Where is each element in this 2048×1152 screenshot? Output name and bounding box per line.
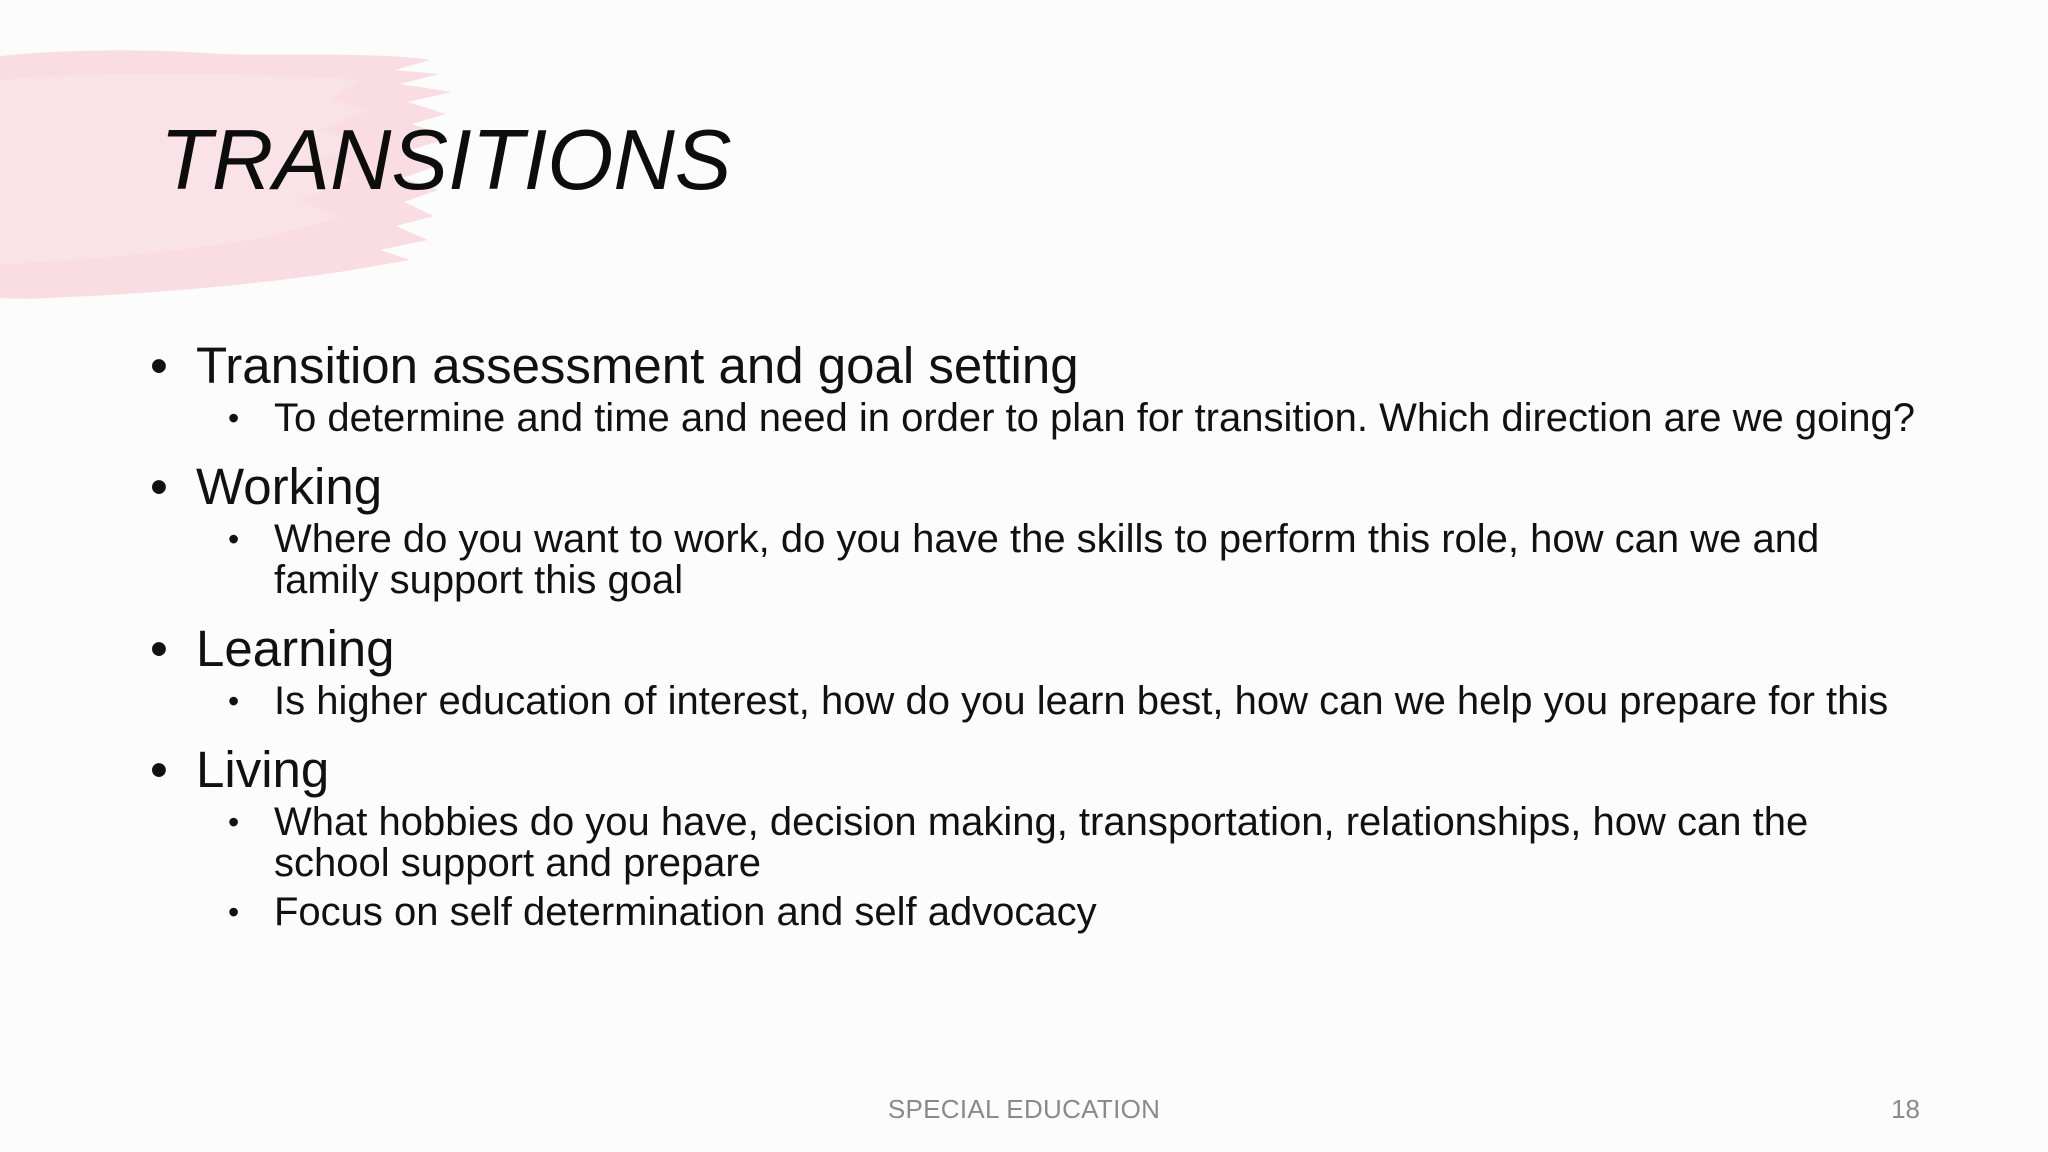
sub-bullet-item — [228, 398, 1920, 439]
slide-footer: SPECIAL EDUCATION — [887, 1094, 1161, 1124]
bullet-list — [150, 336, 1920, 933]
sub-bullet-text: Focus on self determination and self advocacy — [274, 890, 1097, 934]
sub-bullet-item — [228, 519, 1920, 601]
sub-bullet-text: What hobbies do you have, decision making, transportation, relationships, how can the school support and prepare — [274, 800, 1809, 885]
sub-bullet-list — [228, 681, 1920, 722]
bullet-dot-icon: • — [150, 458, 168, 515]
sub-bullet-item — [228, 802, 1920, 884]
bullet-dot-icon: • — [228, 521, 240, 557]
bullet-dot-icon: • — [150, 741, 168, 798]
bullet-list-container — [150, 336, 1920, 933]
bullet-dot-icon: • — [228, 804, 240, 840]
page-number: 18 — [1891, 1094, 1920, 1124]
sub-bullet-item — [228, 681, 1920, 722]
sub-bullet-list — [228, 398, 1920, 439]
sub-bullet-item — [228, 892, 1920, 933]
bullet-dot-icon: • — [228, 894, 240, 930]
sub-bullet-list — [228, 519, 1920, 601]
bullet-text: Learning — [196, 620, 395, 677]
sub-bullet-list — [228, 802, 1920, 933]
bullet-dot-icon: • — [228, 400, 240, 436]
bullet-item-working — [150, 457, 1920, 613]
bullet-dot-icon: • — [150, 620, 168, 677]
spacer — [196, 439, 1920, 451]
bullet-item-transition-assessment — [150, 336, 1920, 451]
sub-bullet-text: Where do you want to work, do you have the skills to perform this role, how can we and family support this goal — [274, 517, 1820, 602]
slide-title: TRANSITIONS — [160, 113, 732, 208]
bullet-item-living — [150, 740, 1920, 933]
sub-bullet-text: Is higher education of interest, how do you learn best, how can we help you prepare for this — [274, 679, 1889, 723]
bullet-item-learning — [150, 619, 1920, 734]
bullet-text: Living — [196, 741, 330, 798]
sub-bullet-text: To determine and time and need in order to plan for transition. Which direction are we going? — [274, 396, 1915, 440]
bullet-dot-icon: • — [150, 337, 168, 394]
bullet-text: Transition assessment and goal setting — [196, 337, 1079, 394]
bullet-dot-icon: • — [228, 683, 240, 719]
spacer — [196, 722, 1920, 734]
spacer — [196, 601, 1920, 613]
bullet-text: Working — [196, 458, 383, 515]
